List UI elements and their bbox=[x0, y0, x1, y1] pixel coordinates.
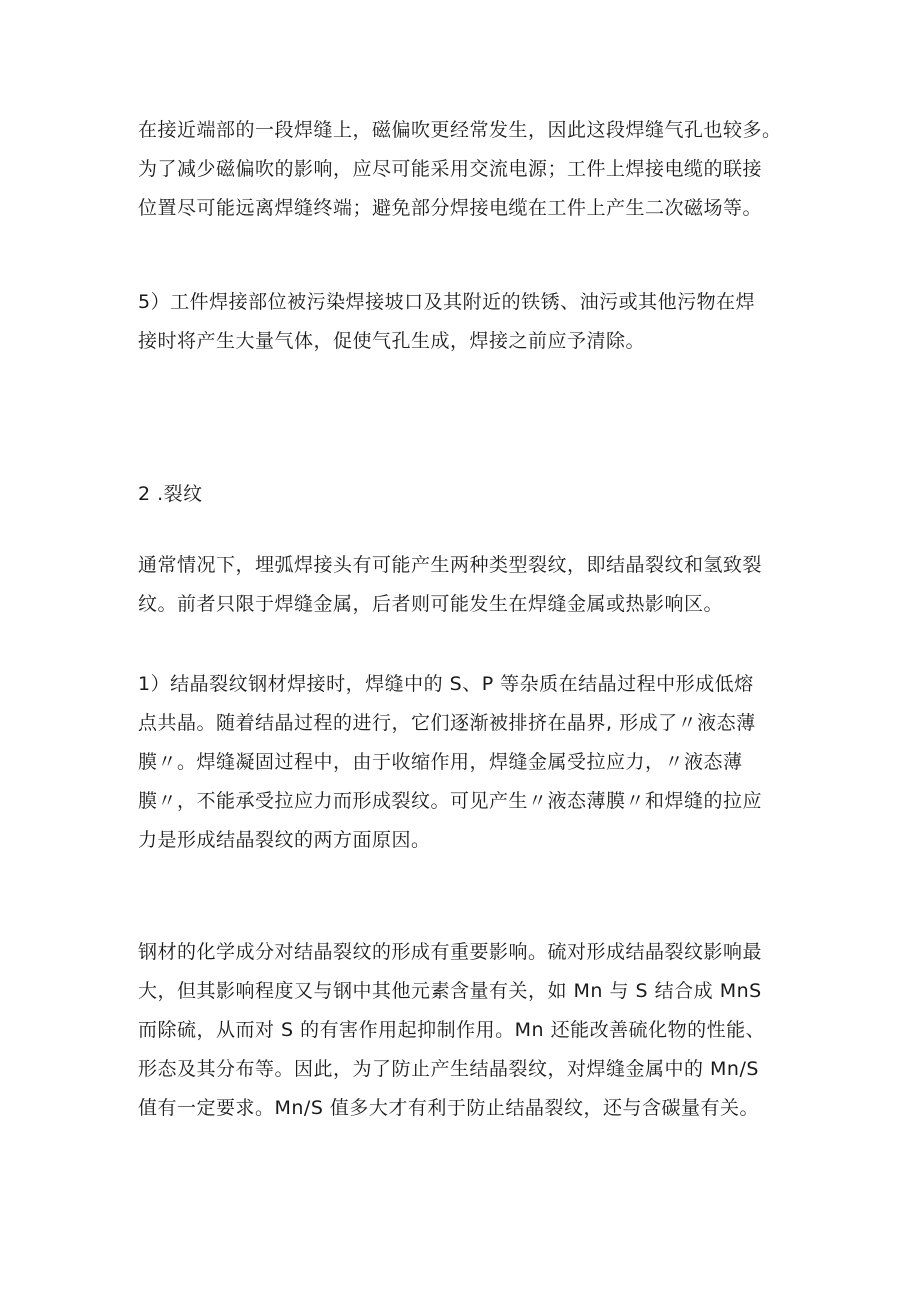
text-line: 1）结晶裂纹钢材焊接时，焊缝中的 S、P 等杂质在结晶过程中形成低熔 bbox=[138, 673, 754, 695]
paragraph-chemical-composition bbox=[138, 933, 798, 1128]
paragraph-item-1 bbox=[138, 665, 798, 860]
text-line: 力是形成结晶裂纹的两方面原因。 bbox=[138, 829, 431, 851]
text-line: 钢材的化学成分对结晶裂纹的形成有重要影响。硫对形成结晶裂纹影响最 bbox=[138, 941, 763, 963]
text-line: 位置尽可能远离焊缝终端；避免部分焊接电缆在工件上产生二次磁场等。 bbox=[138, 197, 763, 219]
text-line: 在接近端部的一段焊缝上，磁偏吹更经常发生，因此这段焊缝气孔也较多。 bbox=[138, 119, 782, 141]
paragraph-magnetic-blow bbox=[138, 111, 798, 228]
text-line: 点共晶。随着结晶过程的进行，它们逐渐被排挤在晶界, 形成了〃液态薄 bbox=[138, 712, 756, 734]
text-line: 接时将产生大量气体，促使气孔生成，焊接之前应予清除。 bbox=[138, 330, 646, 352]
text-line: 值有一定要求。Mn/S 值多大才有利于防止结晶裂纹，还与含碳量有关。 bbox=[138, 1097, 759, 1119]
heading-text: 2 .裂纹 bbox=[138, 483, 203, 505]
text-line: 为了减少磁偏吹的影响，应尽可能采用交流电源；工件上焊接电缆的联接 bbox=[138, 158, 763, 180]
paragraph-cracks-intro bbox=[138, 546, 798, 624]
text-line: 而除硫，从而对 S 的有害作用起抑制作用。Mn 还能改善硫化物的性能、 bbox=[138, 1019, 766, 1041]
text-line: 大，但其影响程度又与钢中其他元素含量有关，如 Mn 与 S 结合成 MnS bbox=[138, 980, 762, 1002]
text-line: 纹。前者只限于焊缝金属，后者则可能发生在焊缝金属或热影响区。 bbox=[138, 593, 724, 615]
text-line: 膜〃，不能承受拉应力而形成裂纹。可见产生〃液态薄膜〃和焊缝的拉应 bbox=[138, 790, 763, 812]
text-line: 通常情况下，埋弧焊接头有可能产生两种类型裂纹，即结晶裂纹和氢致裂 bbox=[138, 554, 763, 576]
text-line: 5）工件焊接部位被污染焊接坡口及其附近的铁锈、油污或其他污物在焊 bbox=[138, 291, 756, 313]
text-line: 膜〃。焊缝凝固过程中，由于收缩作用，焊缝金属受拉应力，〃液态薄 bbox=[138, 751, 743, 773]
paragraph-item-5 bbox=[138, 283, 798, 361]
section-heading-cracks bbox=[138, 475, 798, 514]
text-line: 形态及其分布等。因此，为了防止产生结晶裂纹，对焊缝金属中的 Mn/S bbox=[138, 1058, 759, 1080]
